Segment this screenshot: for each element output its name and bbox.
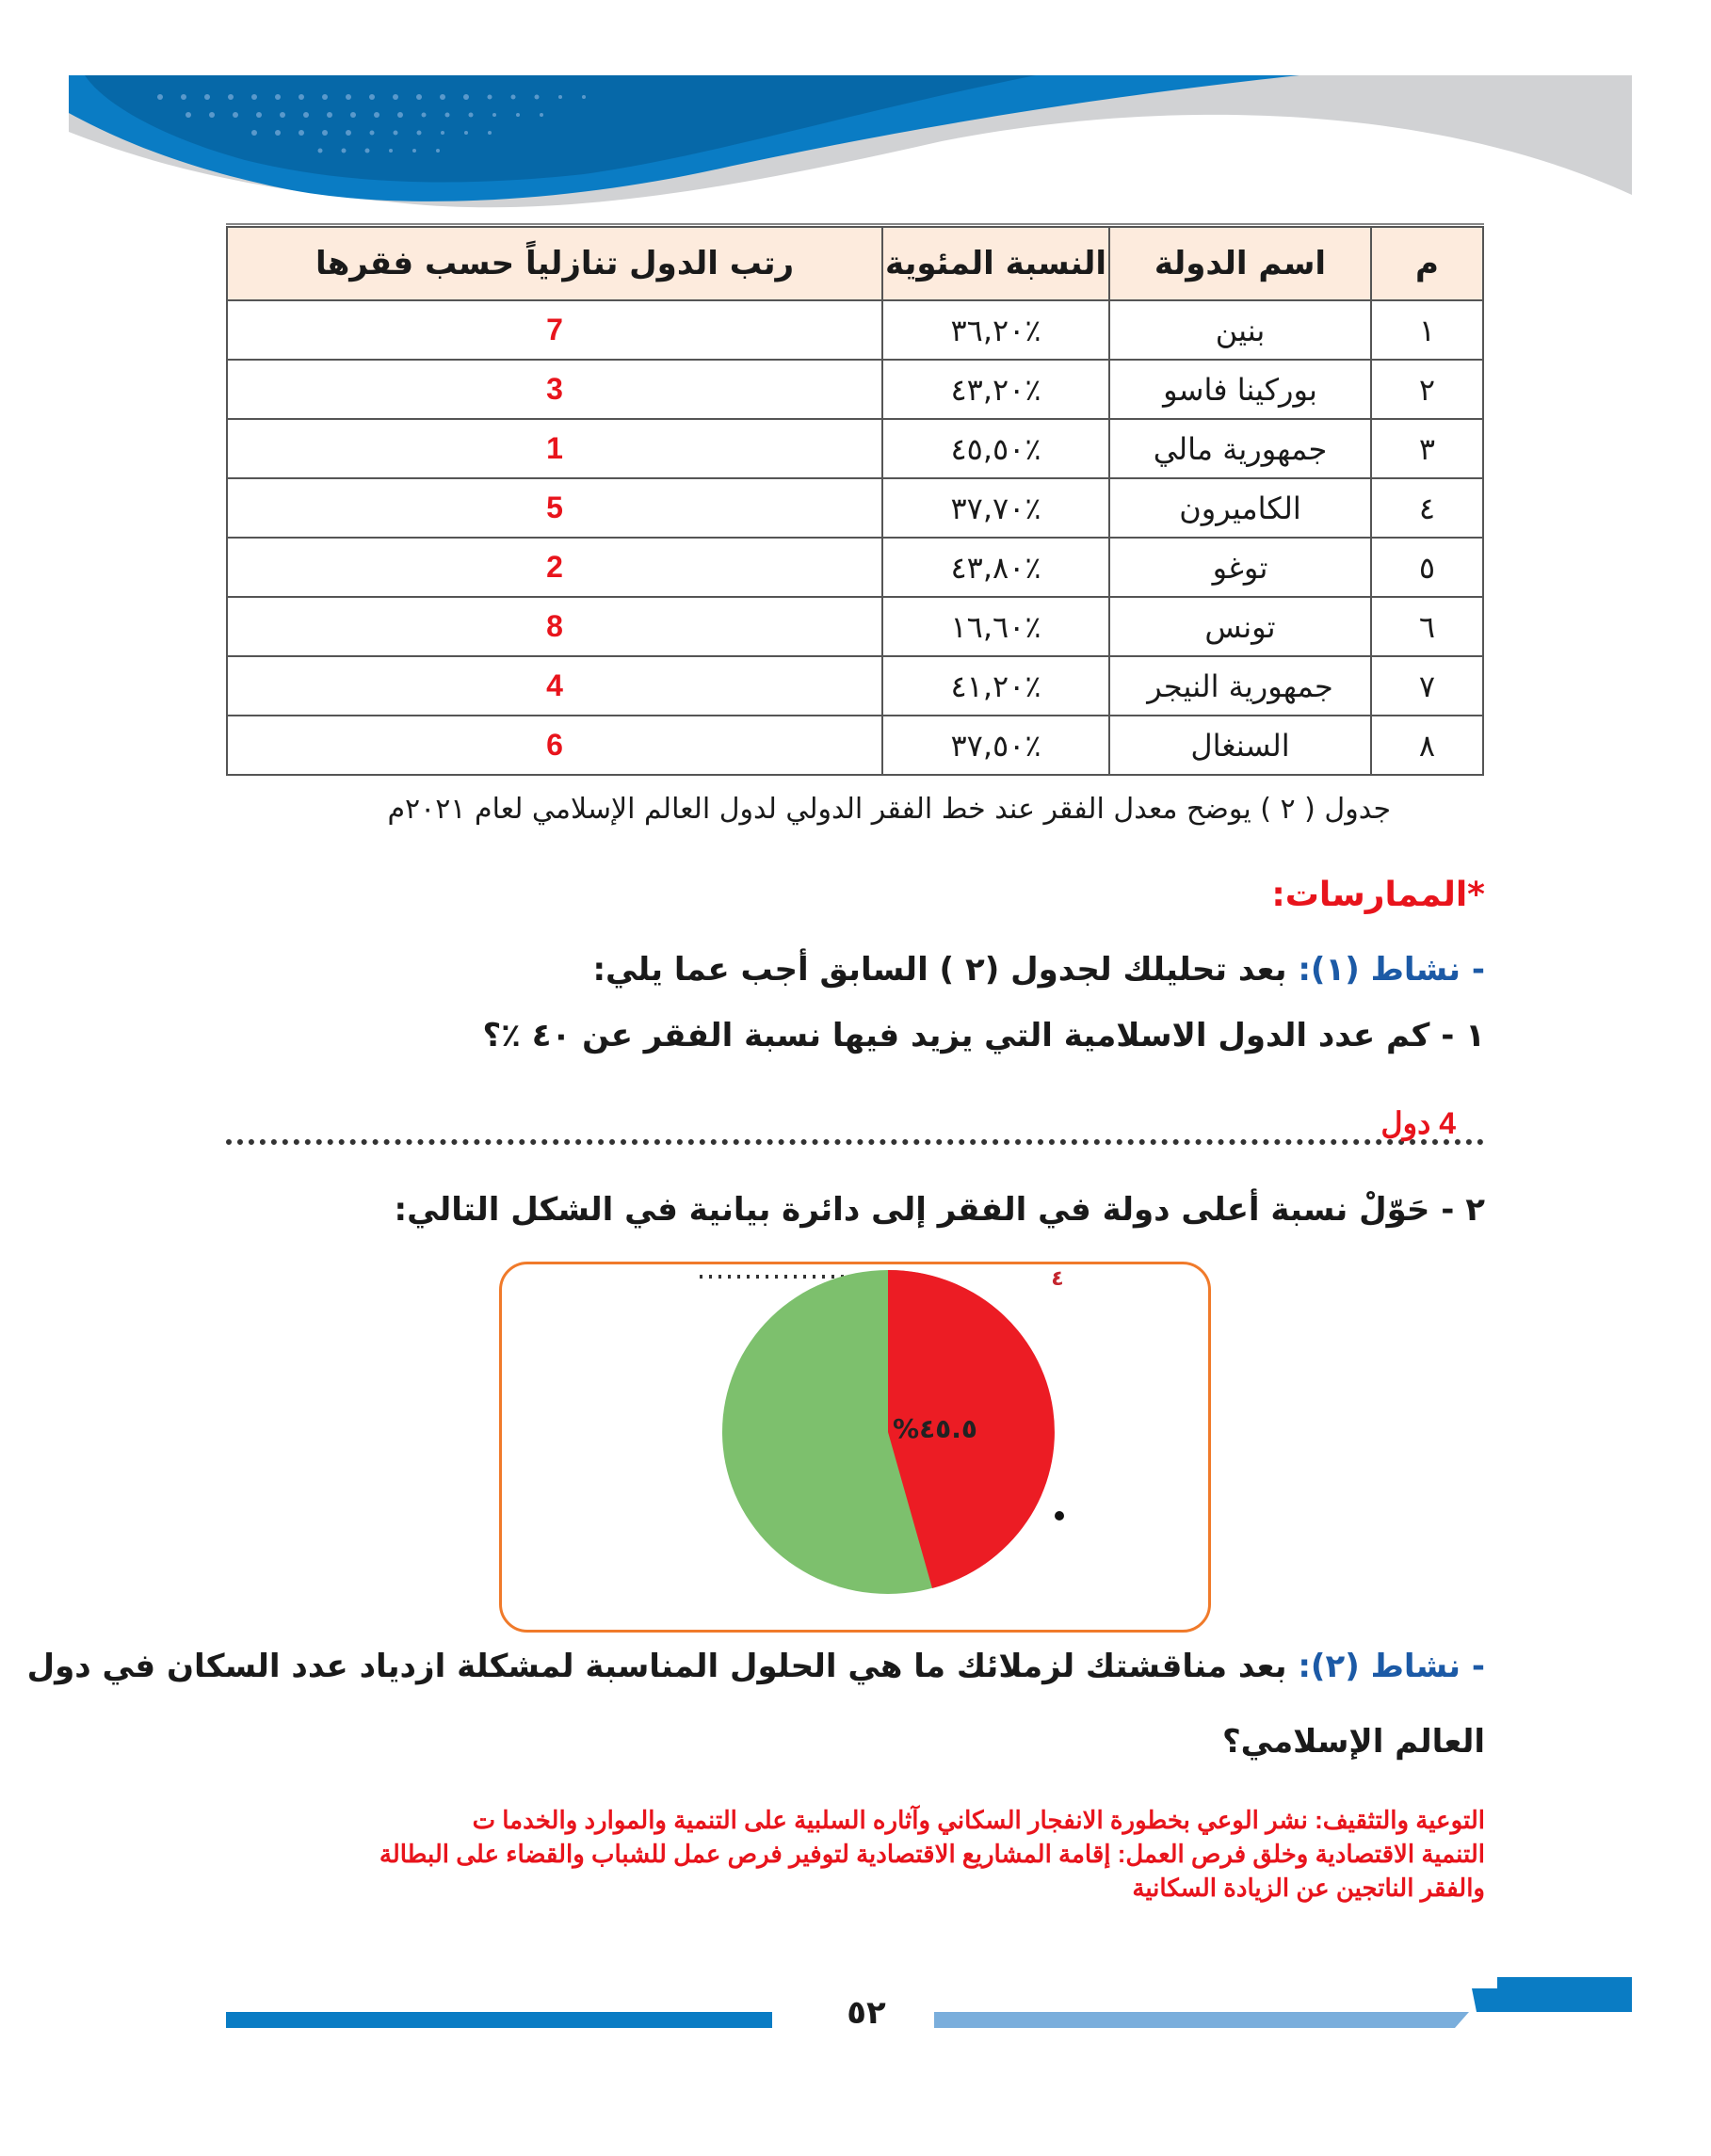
row-percentage: ٪٤٣,٢٠	[882, 360, 1109, 419]
answer-line-q1[interactable]	[226, 1106, 1484, 1149]
row-rank: 4	[227, 656, 882, 716]
header-index: م	[1371, 227, 1483, 300]
activity-1-prompt	[592, 951, 1485, 989]
row-country: جمهورية النيجر	[1109, 656, 1371, 716]
row-percentage: ٪١٦,٦٠	[882, 597, 1109, 656]
row-country: الكاميرون	[1109, 478, 1371, 538]
row-index: ٨	[1371, 716, 1483, 775]
question-1: ١ - كم عدد الدول الاسلامية التي يزيد فيها نسبة الفقر عن ٤٠ ٪؟	[482, 1017, 1485, 1054]
row-index: ٤	[1371, 478, 1483, 538]
table-row	[227, 597, 1483, 656]
activity-2-prompt	[27, 1648, 1485, 1685]
header-wave-decoration	[0, 0, 1711, 226]
row-country: جمهورية مالي	[1109, 419, 1371, 478]
header-percentage: النسبة المئوية	[882, 227, 1109, 300]
row-rank: 6	[227, 716, 882, 775]
activity-1-tag: - نشاط (١):	[1298, 951, 1485, 989]
row-index: ٣	[1371, 419, 1483, 478]
table-row	[227, 716, 1483, 775]
row-percentage: ٪٣٧,٧٠	[882, 478, 1109, 538]
pie-label: %٤٥.٥	[893, 1413, 977, 1444]
row-index: ٥	[1371, 538, 1483, 597]
table-caption: جدول ( ٢ ) يوضح معدل الفقر عند خط الفقر الدولي لدول العالم الإسلامي لعام ٢٠٢١م	[387, 793, 1391, 826]
row-country: بوركينا فاسو	[1109, 360, 1371, 419]
activity-2-text-continued: العالم الإسلامي؟	[1221, 1723, 1485, 1761]
practices-heading: *الممارسات:	[1271, 876, 1485, 914]
row-index: ٧	[1371, 656, 1483, 716]
page-number: ٥٢	[847, 1994, 886, 2032]
table-header-row	[227, 227, 1483, 300]
row-country: توغو	[1109, 538, 1371, 597]
row-rank: 5	[227, 478, 882, 538]
question-2: ٢ - حَوّلْ نسبة أعلى دولة في الفقر إلى دائرة بيانية في الشكل التالي:	[394, 1191, 1485, 1229]
dotted-answer-line	[226, 1139, 1484, 1145]
row-index: ٢	[1371, 360, 1483, 419]
row-rank: 8	[227, 597, 882, 656]
row-percentage: ٪٤١,٢٠	[882, 656, 1109, 716]
table-row	[227, 419, 1483, 478]
activity-2-answer	[148, 1803, 1485, 1905]
poverty-rate-table	[226, 226, 1484, 776]
table-row	[227, 478, 1483, 538]
pie-corner-mark: ٤	[1051, 1267, 1064, 1291]
row-country: بنين	[1109, 300, 1371, 360]
activity-2-text: بعد مناقشتك لزملائك ما هي الحلول المناسبة لمشكلة ازدياد عدد السكان في دول	[26, 1648, 1299, 1685]
table-row	[227, 360, 1483, 419]
row-percentage: ٪٣٧,٥٠	[882, 716, 1109, 775]
answer-q1: 4 دول	[1380, 1106, 1456, 1140]
pie-dot	[1055, 1511, 1064, 1520]
table-row	[227, 300, 1483, 360]
table-row	[227, 538, 1483, 597]
row-index: ٦	[1371, 597, 1483, 656]
row-index: ١	[1371, 300, 1483, 360]
pie-chart-box	[499, 1262, 1211, 1633]
activity-2-tag: - نشاط (٢):	[1298, 1648, 1485, 1685]
header-country: اسم الدولة	[1109, 227, 1371, 300]
row-country: السنغال	[1109, 716, 1371, 775]
solution-line: التوعية والتثقيف: نشر الوعي بخطورة الانفجار السكاني وآثاره السلبية على التنمية والموارد والخدما ت	[472, 1806, 1485, 1834]
row-rank: 2	[227, 538, 882, 597]
row-rank: 1	[227, 419, 882, 478]
solution-line: والفقر الناتجين عن الزيادة السكانية	[1132, 1874, 1485, 1902]
row-rank: 3	[227, 360, 882, 419]
table-row	[227, 656, 1483, 716]
row-percentage: ٪٤٣,٨٠	[882, 538, 1109, 597]
row-rank: 7	[227, 300, 882, 360]
row-percentage: ٪٣٦,٢٠	[882, 300, 1109, 360]
pie-chart	[502, 1264, 1208, 1630]
activity-1-text: بعد تحليلك لجدول (٢ ) السابق أجب عما يلي:	[592, 951, 1299, 989]
row-country: تونس	[1109, 597, 1371, 656]
header-rank: رتب الدول تنازلياً حسب فقرها	[227, 227, 882, 300]
row-percentage: ٪٤٥,٥٠	[882, 419, 1109, 478]
solution-line: التنمية الاقتصادية وخلق فرص العمل: إقامة المشاريع الاقتصادية لتوفير فرص عمل للشباب والقضاء على البطالة	[379, 1840, 1485, 1868]
